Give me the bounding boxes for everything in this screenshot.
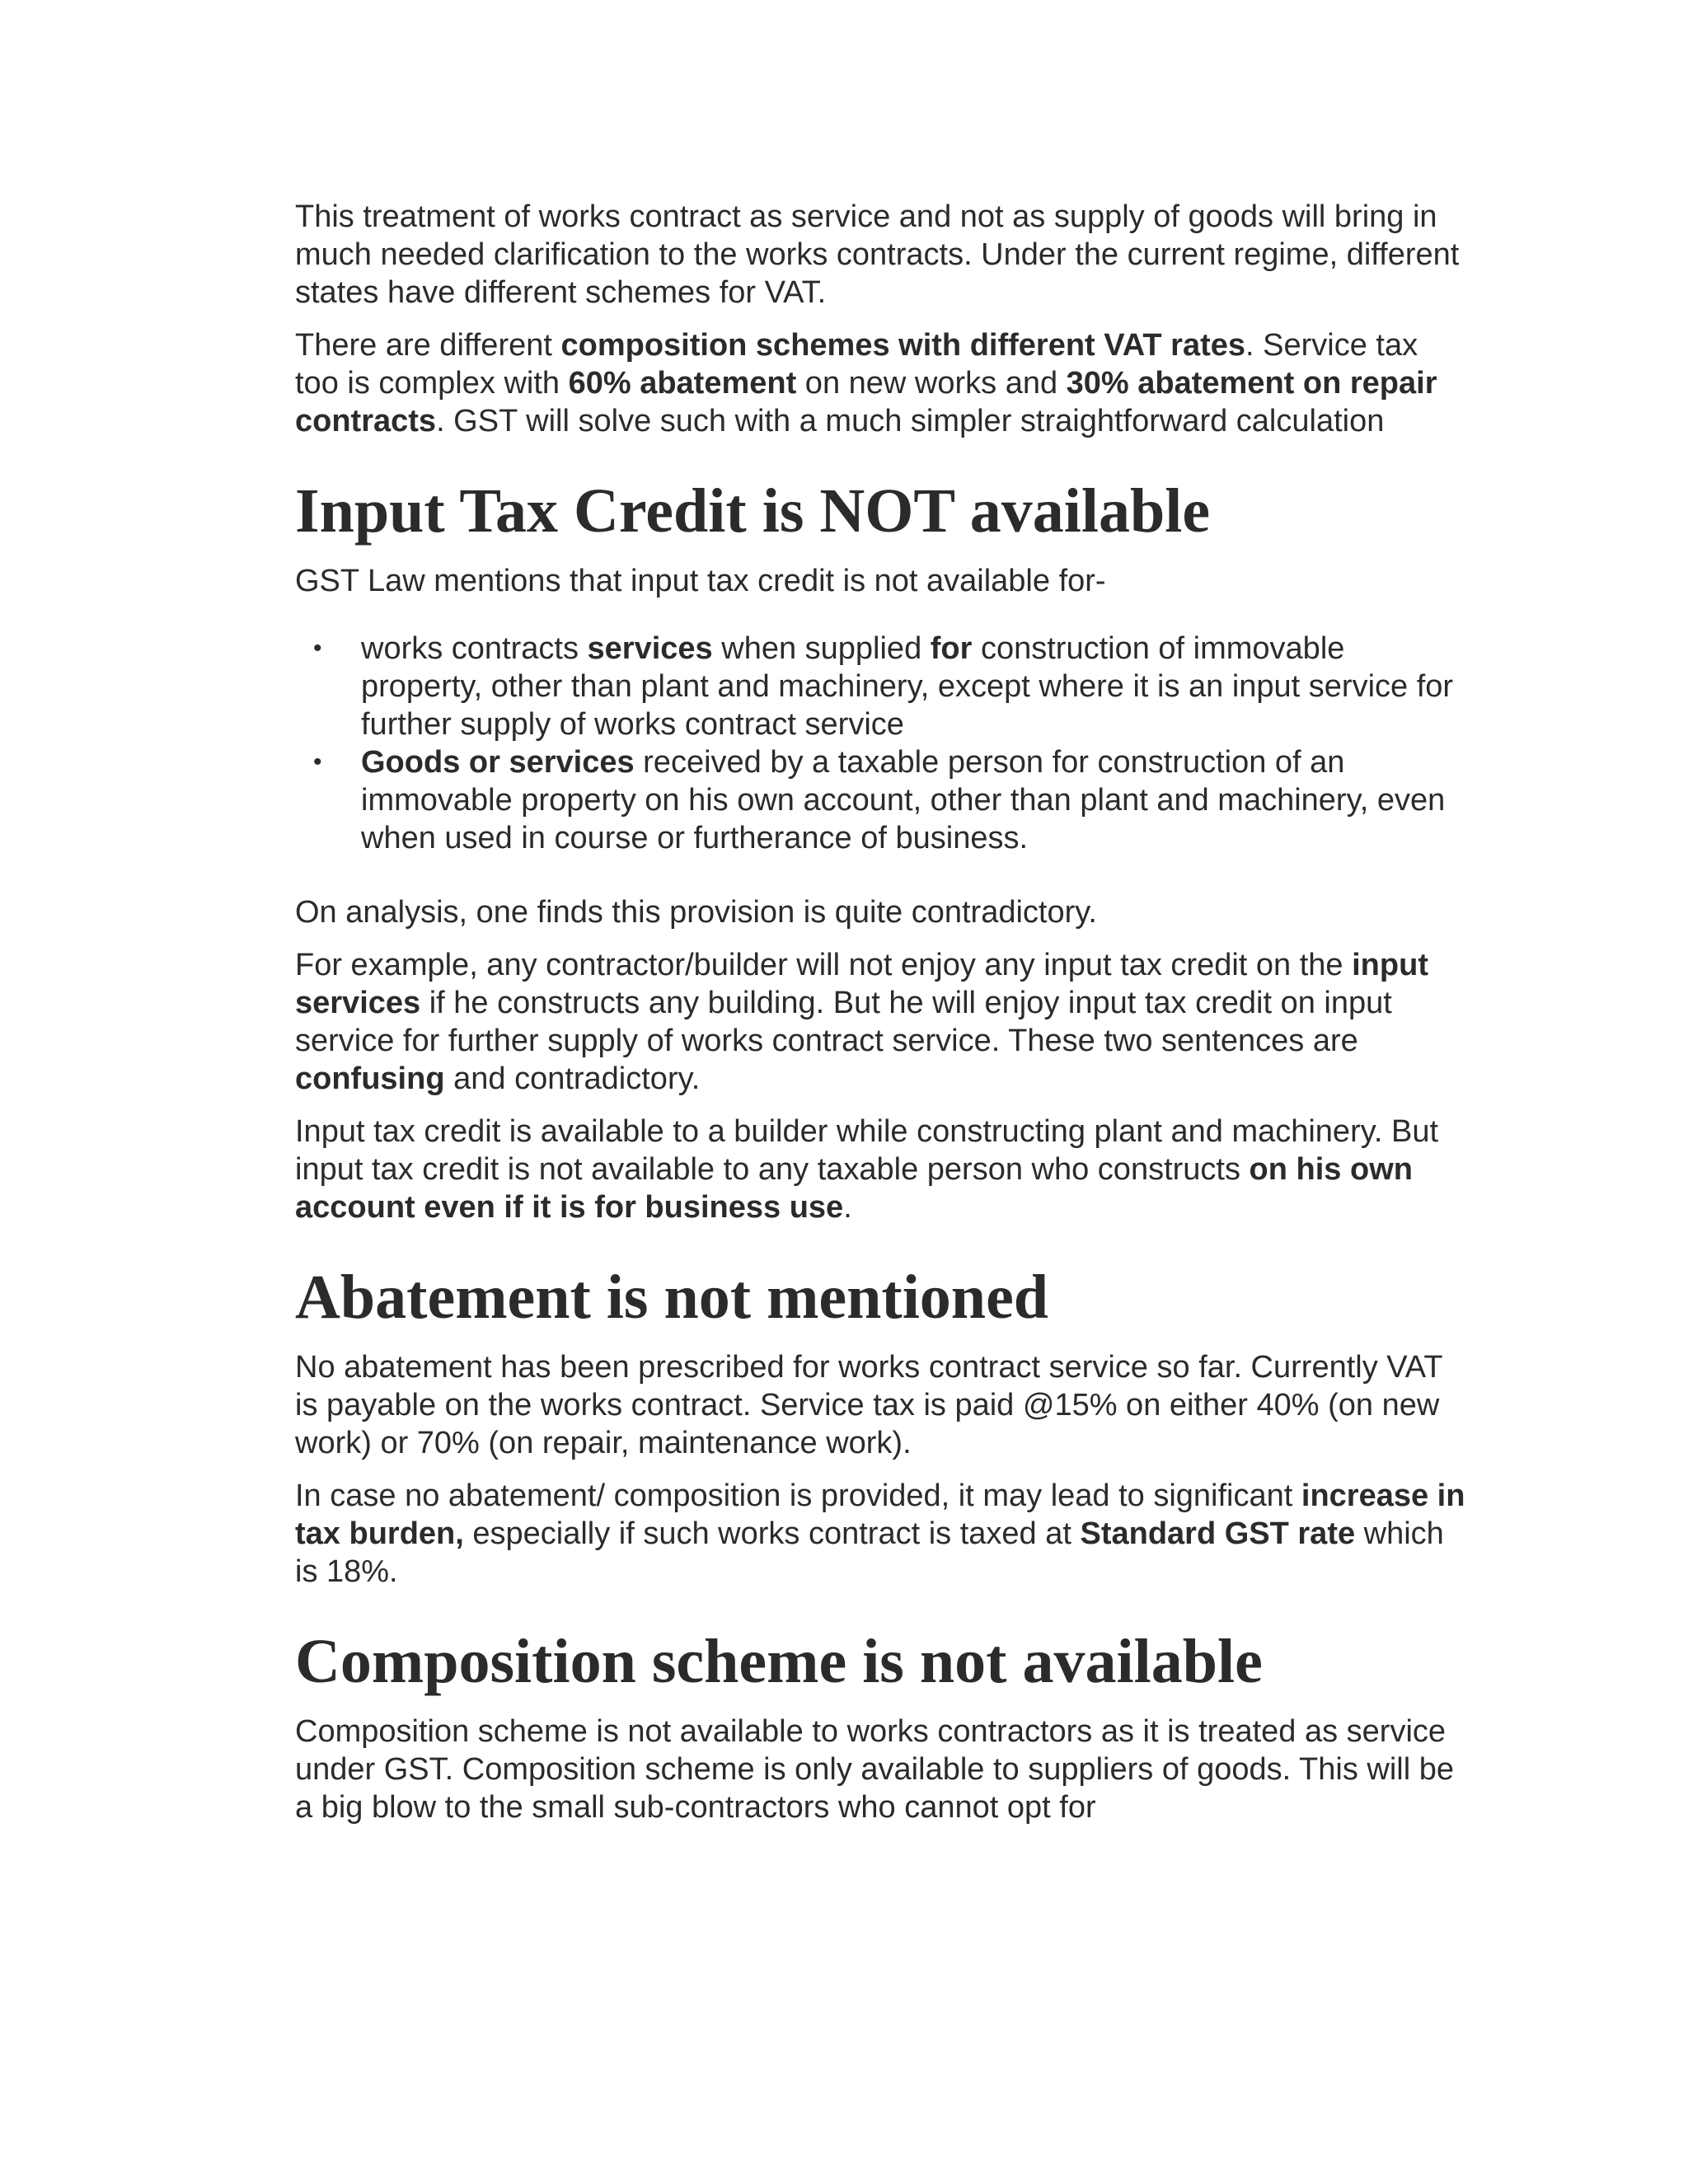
text-run: In case no abatement/ composition is provided, it may lead to significant — [295, 1479, 1301, 1513]
text-run: if he constructs any building. But he will enjoy input tax credit on input service for further supply of works contract service. These two sentences are — [295, 986, 1392, 1058]
text-run: works contracts — [361, 631, 588, 666]
section-heading-abatement: Abatement is not mentioned — [295, 1263, 1049, 1332]
text-run: . Service tax too is complex with — [295, 328, 1418, 401]
text-run: and contradictory. — [444, 1062, 701, 1096]
bold-run: services — [587, 631, 713, 666]
text-run: which is 18%. — [295, 1516, 1444, 1589]
text-run: There are different — [295, 328, 561, 363]
list-item — [313, 743, 1465, 857]
text-run: especially if such works contract is taxed at — [463, 1516, 1081, 1551]
bold-run: Goods or services — [361, 745, 635, 780]
text-run: . GST will solve such with a much simpler straightforward calculation — [436, 404, 1385, 438]
section-heading-input-tax-credit: Input Tax Credit is NOT available — [295, 476, 1211, 546]
bold-run: 60% abatement — [568, 366, 797, 401]
section-heading-composition-scheme: Composition scheme is not available — [295, 1627, 1263, 1696]
section1-paragraph-1: GST Law mentions that input tax credit is not available for- — [295, 564, 1106, 598]
bold-run: for — [930, 631, 973, 666]
bold-run: 30% abatement on repair contracts — [295, 366, 1437, 438]
section1-paragraph-2: On analysis, one finds this provision is quite contradictory. — [295, 895, 1097, 930]
list-item — [313, 630, 1465, 743]
intro-paragraph-1: This treatment of works contract as service and not as supply of goods will bring in much needed clarification to the works contracts. Under the current regime, different states have different schemes for VAT. — [295, 199, 1460, 310]
intro-paragraph-2 — [295, 326, 1465, 440]
section2-paragraph-2 — [295, 1477, 1465, 1591]
section1-paragraph-3 — [295, 946, 1465, 1098]
bold-run: composition schemes with different VAT rates — [560, 328, 1246, 363]
text-run: . — [843, 1190, 852, 1225]
bold-run: increase in tax burden, — [295, 1479, 1465, 1551]
bold-run: input services — [295, 948, 1428, 1020]
section1-paragraph-4 — [295, 1113, 1465, 1226]
bullet-icon: • — [313, 748, 322, 776]
text-run: when supplied — [712, 631, 931, 666]
section2-paragraph-1: No abatement has been prescribed for works contract service so far. Currently VAT is payable on the works contract. Service tax is paid @15% on either 40% (on new work) or 70% (on repair, maintenance work). — [295, 1350, 1442, 1460]
bullet-list — [295, 630, 1465, 857]
text-run: on new works and — [796, 366, 1067, 401]
text-run: Input tax credit is available to a builder while constructing plant and machinery. But input tax credit is not available to any taxable person who constructs — [295, 1114, 1439, 1187]
bold-run: Standard GST rate — [1080, 1516, 1356, 1551]
document-page — [295, 198, 1465, 1841]
bullet-icon: • — [313, 635, 322, 662]
bold-run: on his own account even if it is for business use — [295, 1152, 1413, 1225]
text-run: received by a taxable person for construction of an immovable property on his own account, other than plant and machinery, even when used in course or furtherance of business. — [361, 745, 1446, 855]
text-run: construction of immovable property, other than plant and machinery, except where it is an input service for further supply of works contract service — [361, 631, 1454, 742]
section3-paragraph-1: Composition scheme is not available to works contractors as it is treated as service under GST. Composition scheme is only available to suppliers of goods. This will be a big blow to the small sub-contractors who cannot opt for — [295, 1714, 1454, 1825]
text-run: For example, any contractor/builder will not enjoy any input tax credit on the — [295, 948, 1353, 982]
bold-run: confusing — [295, 1062, 445, 1096]
